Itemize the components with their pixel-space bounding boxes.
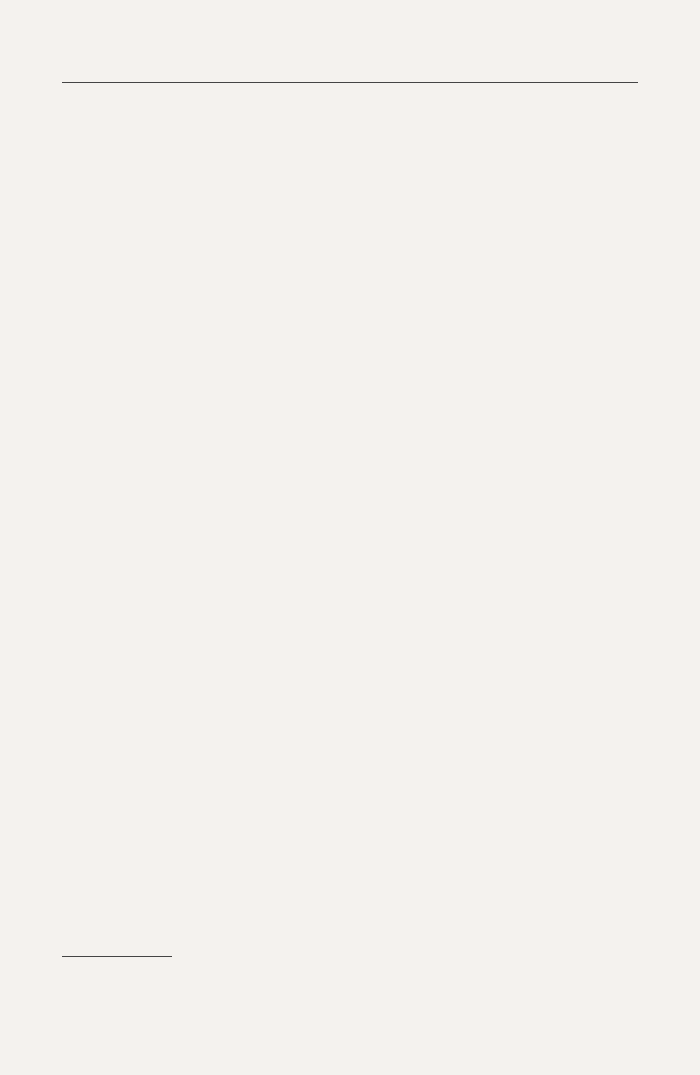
- footnote-rule: [62, 956, 172, 957]
- header-rule: [62, 82, 638, 83]
